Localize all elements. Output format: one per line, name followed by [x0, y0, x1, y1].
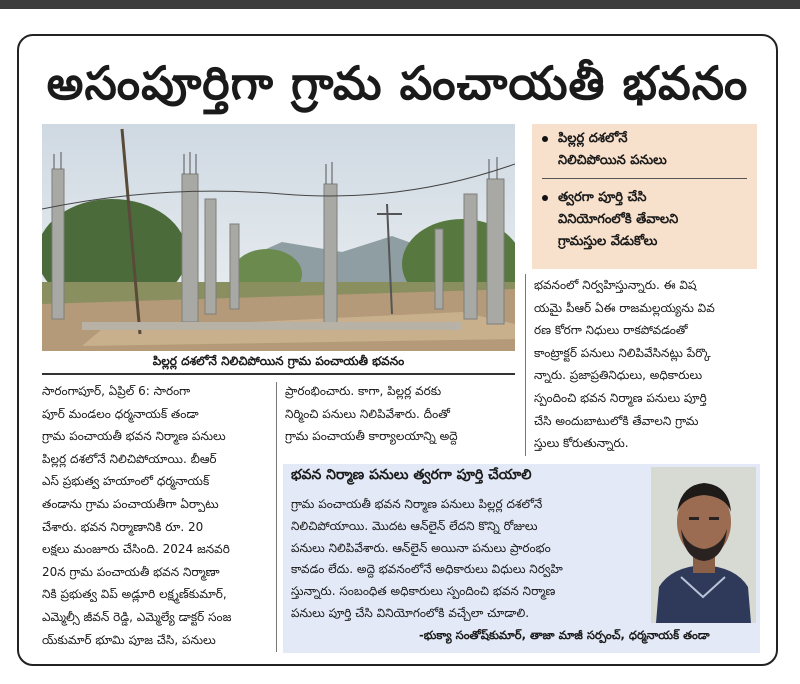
quote-line: నిలిచిపోయాయి. మొదట ఆన్‌లైన్ లేదని కొన్ని రోజులు — [291, 518, 538, 533]
text-line: లక్షలు మంజూరు చేసింది. 2024 జనవరి — [42, 542, 230, 557]
text-line: కాంట్రాక్టర్ పనులు నిలిపివేసినట్లు పేర్కొ — [534, 345, 711, 360]
text-line: చేసి అందుబాటులోకి తేవాలని గ్రామ — [534, 413, 699, 428]
text-line: నికి ప్రభుత్వ విప్ అడ్లూరి లక్ష్మణ్‌కుమార్, — [42, 587, 227, 602]
highlights-box — [532, 124, 757, 269]
text-line: ప్రారంభించారు. కాగా, పిల్లర్ల వరకు — [285, 384, 442, 398]
quote-line: కావడం లేదు. అద్దె భవనంలోనే అధికారులు విధులు నిర్వహి — [291, 562, 563, 577]
text-line: 20న గ్రామ పంచాయతీ భవన నిర్మాణా — [42, 564, 220, 579]
text-line: ఎస్ ప్రభుత్వ హయాంలో ధర్మనాయక్ — [42, 474, 210, 489]
right-column-text — [534, 274, 759, 455]
middle-column-text — [285, 380, 520, 448]
highlight-line: త్వరగా పూర్తి చేసి — [558, 190, 647, 205]
quote-line: గ్రామ పంచాయతీ భవన నిర్మాణ పనులు పిల్లర్ల దశలోనే — [291, 497, 543, 511]
text-line: నిర్మించి పనులు నిలిపివేశారు. దీంతో — [285, 406, 450, 421]
text-line: యమై పీఆర్ ఏఈ రాజమల్లయ్యను వివ — [534, 300, 715, 315]
highlight-line: వినియోగంలోకి తేవాలని — [558, 212, 679, 227]
text-line: పిల్లర్ల దశలోనే నిలిచిపోయాయి. బీఆర్ — [42, 451, 217, 466]
text-line: య్‌కుమార్ భూమి పూజ చేసి, పనులు — [42, 632, 216, 647]
column-divider — [276, 382, 277, 652]
caption-divider — [42, 373, 515, 375]
article-card — [17, 34, 778, 666]
quote-signature: -భుక్యా సంతోష్‌కుమార్, తాజా మాజీ సర్పంచ్, ధర్మనాయక్ తండా — [419, 628, 710, 642]
bullet-icon — [542, 195, 548, 201]
text-line: గ్రామ పంచాయతీ కార్యాలయాన్ని అద్దె — [285, 429, 458, 444]
left-column-text — [42, 380, 272, 651]
quote-box — [283, 464, 760, 653]
text-line: స్తులు కోరుతున్నారు. — [534, 436, 629, 451]
building-photo — [42, 124, 515, 351]
text-line: భవనంలో నిర్వహిస్తున్నారు. ఈ విష — [534, 278, 697, 292]
highlight-line: నిలిచిపోయిన పనులు — [558, 153, 667, 168]
bottom-cropped-strip — [0, 674, 800, 684]
text-line: స్పందించి భవన నిర్మాణ పనులు పూర్తి — [534, 390, 707, 405]
column-divider — [525, 274, 526, 456]
quote-line: పనులు నిలిపివేశారు. ఆన్‌లైన్ అయినా పనులు ప్రారంభం — [291, 540, 551, 555]
text-line: చేశారు. భవన నిర్మాణానికి రూ. 20 — [42, 519, 204, 534]
page-top-bar — [0, 0, 800, 9]
quote-title: భవన నిర్మాణ పనులు త్వరగా పూర్తి చేయాలి — [291, 467, 532, 483]
text-line: రణ కోరగా నిధులు రాకపోవడంతో — [534, 323, 688, 338]
text-line: సారంగాపూర్, ఏప్రిల్ 6: సారంగా — [42, 384, 191, 398]
photo-caption: పిల్లర్ల దశలోనే నిలిచిపోయిన గ్రామ పంచాయతీ భవనం — [152, 354, 405, 368]
highlight-line: పిల్లర్ల దశలోనే — [558, 131, 628, 146]
quote-line: స్తున్నారు. సంబంధిత అధికారులు స్పందించి భవన నిర్మాణ — [291, 584, 556, 599]
highlight-line: గ్రామస్తుల వేడుకోలు — [558, 234, 658, 249]
text-line: న్నారు. ప్రజాప్రతినిధులు, అధికారులు — [534, 368, 703, 383]
article-headline: అసంపూర్తిగా గ్రామ పంచాయతీ భవనం — [46, 56, 749, 110]
text-line: ఎమ్మెల్సీ జీవన్ రెడ్డి, ఎమ్మెల్యే డాక్టర్ సంజ — [42, 609, 232, 624]
bullet-icon — [542, 136, 548, 142]
text-line: తండాను గ్రామ పంచాయతీగా ఏర్పాటు — [42, 496, 219, 511]
person-photo — [651, 467, 756, 623]
quote-text — [291, 494, 563, 625]
highlight-divider — [542, 178, 747, 179]
text-line: పూర్ మండలం ధర్మనాయక్ తండా — [42, 406, 199, 421]
text-line: గ్రామ పంచాయతీ భవన నిర్మాణ పనులు — [42, 429, 226, 444]
quote-line: పనులు పూర్తి చేసి వినియోగంలోకి వచ్చేలా చూడాలి. — [291, 605, 530, 620]
